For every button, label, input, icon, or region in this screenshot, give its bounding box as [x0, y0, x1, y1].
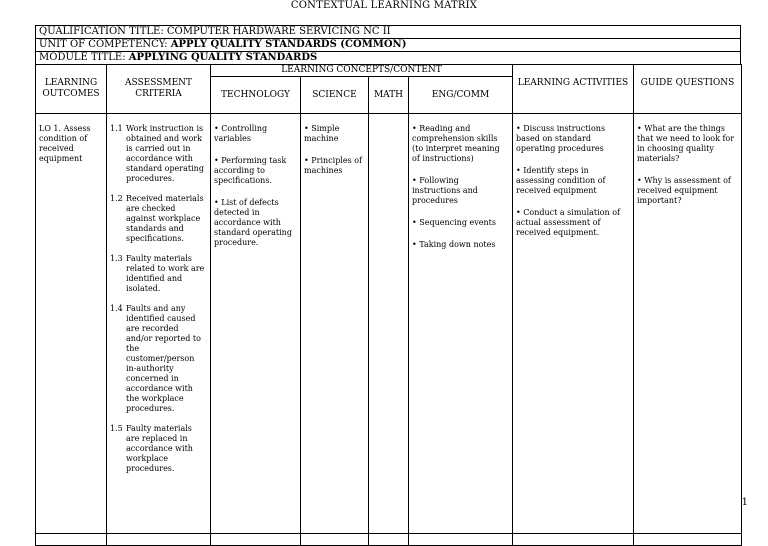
col-science: SCIENCE: [301, 77, 369, 114]
unit-label: UNIT OF COMPETENCY:: [39, 39, 171, 50]
module-label: MODULE TITLE:: [39, 52, 129, 63]
eng-comm-cell: [409, 114, 513, 534]
col-learning-outcomes: LEARNING OUTCOMES: [36, 65, 107, 114]
col-math: MATH: [369, 77, 409, 114]
list-item: • Discuss instructions based on standard operating procedures: [516, 124, 606, 153]
criteria-list: [110, 124, 207, 474]
list-item: • Identify steps in assessing condition of received equipment: [516, 166, 606, 195]
col-learning-activities: LEARNING ACTIVITIES: [513, 65, 634, 114]
learning-outcome-cell: [36, 114, 107, 534]
header-table: [35, 25, 741, 65]
unit-value: APPLY QUALITY STANDARDS (COMMON): [170, 39, 407, 50]
col-guide-questions: GUIDE QUESTIONS: [634, 65, 742, 114]
table-row: [36, 114, 742, 534]
list-item: • List of defects detected in accordance with standard operating procedure.: [214, 198, 292, 247]
col-technology: TECHNOLOGY: [211, 77, 301, 114]
criterion-item: 1.1 Work instruction is obtained and work is carried out in accordance with standard operating procedures.: [110, 124, 204, 183]
col-assessment-criteria: ASSESSMENT CRITERIA: [107, 65, 211, 114]
page-number: 1: [741, 497, 748, 508]
list-item: • Conduct a simulation of actual assessment of received equipment.: [516, 208, 620, 237]
list-item: • Controlling variables: [214, 124, 268, 143]
math-cell: [369, 114, 409, 534]
criterion-item: 1.5 Faulty materials are replaced in accordance with workplace procedures.: [110, 424, 193, 473]
learning-outcome-text: LO 1. Assess condition of received equipment: [39, 124, 91, 163]
document-title: CONTEXTUAL LEARNING MATRIX: [290, 0, 478, 11]
list-item: • What are the things that we need to look for in choosing quality materials?: [637, 124, 735, 163]
list-item: • Principles of machines: [304, 156, 363, 175]
guide-questions-cell: [634, 114, 742, 534]
list-item: • Reading and comprehension skills (to interpret meaning of instructions): [412, 124, 500, 163]
learning-activities-cell: [513, 114, 634, 534]
col-eng-comm: ENG/COMM: [409, 77, 513, 114]
col-learning-concepts: LEARNING CONCEPTS/CONTENT: [211, 65, 513, 77]
module-value: APPLYING QUALITY STANDARDS: [128, 52, 318, 63]
module-title: [36, 52, 741, 65]
qualification-title: QUALIFICATION TITLE: COMPUTER HARDWARE SERVICING NC II: [36, 26, 741, 39]
list-item: • Performing task according to specifications.: [214, 156, 287, 185]
table-row: [36, 534, 742, 546]
list-item: • Following instructions and procedures: [412, 176, 478, 205]
list-item: • Sequencing events: [412, 218, 496, 227]
criterion-item: 1.2 Received materials are checked against workplace standards and specifications.: [110, 194, 204, 243]
science-cell: [301, 114, 369, 534]
technology-cell: [211, 114, 301, 534]
learning-matrix-table: [35, 64, 742, 546]
assessment-criteria-cell: [107, 114, 211, 534]
list-item: • Why is assessment of received equipment important?: [637, 176, 731, 205]
unit-of-competency: [36, 39, 741, 52]
criterion-item: 1.3 Faulty materials related to work are identified and isolated.: [110, 254, 205, 293]
list-item: • Taking down notes: [412, 240, 496, 249]
criterion-item: 1.4 Faults and any identified caused are recorded and/or reported to the customer/person in-authority concerned in accordance with the workplace procedures.: [110, 304, 201, 413]
list-item: • Simple machine: [304, 124, 340, 143]
